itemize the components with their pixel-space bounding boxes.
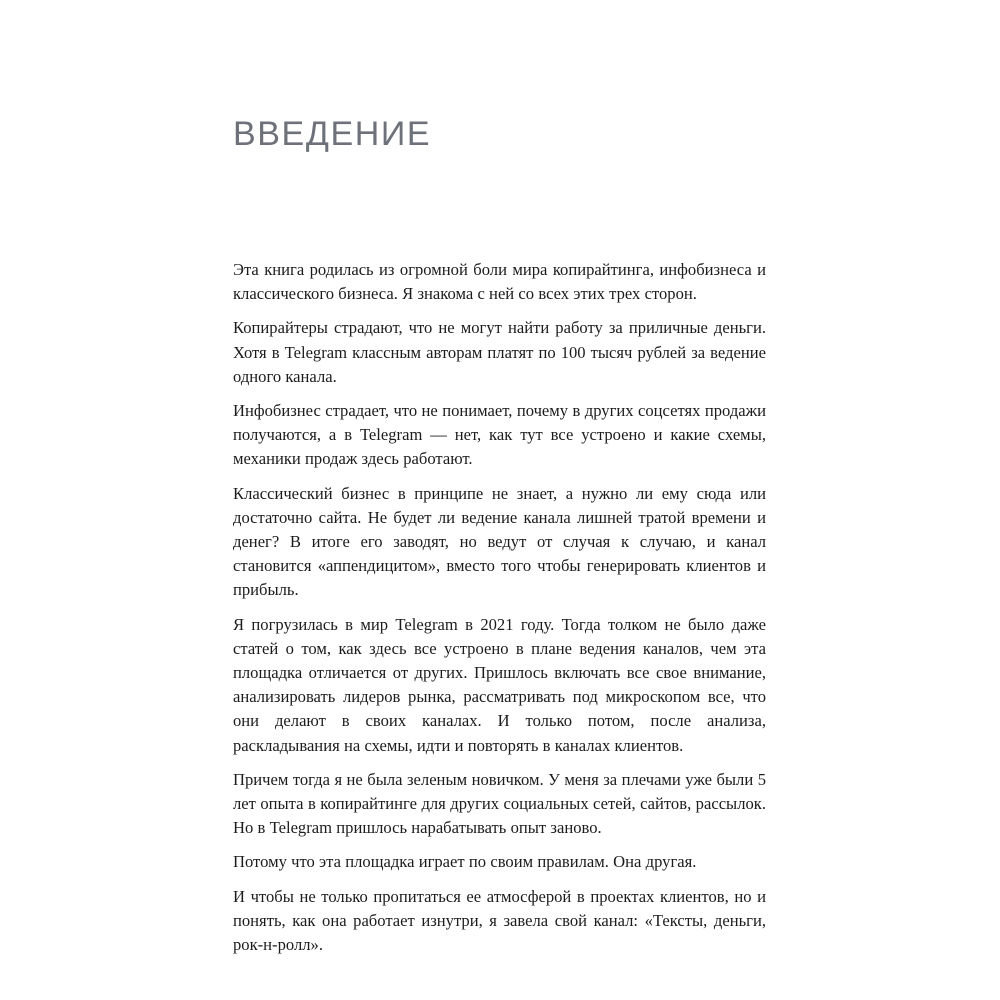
paragraph: Причем тогда я не была зеленым новичком. У меня за плечами уже были 5 лет опыта в копирайтинге для других социальных сетей, сайтов, рассылок. Но в Telegram пришлось нарабатывать опыт заново.: [233, 769, 766, 838]
paragraph: Классический бизнес в принципе не знает, а нужно ли ему сюда или достаточно сайта. Не будет ли ведение канала лишней тратой времени и денег? В итоге его заводят, но ведут от случая к случаю, и канал становится «аппендицитом», вместо того чтобы генерировать клиентов и прибыль.: [233, 483, 766, 600]
paragraph: Я погрузилась в мир Telegram в 2021 году. Тогда толком не было даже статей о том, как здесь все устроено в плане ведения каналов, чем эта площадка отличается от других. Пришлось включать все свое внимание, анализировать лидеров рынка, рассматривать под микроскопом все, что они делают в своих каналах. И только потом, после анализа, раскладывания на схемы, идти и повторять в каналах клиентов.: [233, 614, 766, 755]
body-text-column: [233, 258, 766, 957]
paragraph: Эта книга родилась из огромной боли мира копирайтинга, инфобизнеса и классического бизнеса. Я знакома с ней со всех этих трех сторон.: [233, 260, 766, 304]
paragraph: Копирайтеры страдают, что не могут найти работу за приличные деньги. Хотя в Telegram классным авторам платят по 100 тысяч рублей за ведение одного канала.: [233, 318, 766, 386]
paragraph: Инфобизнес страдает, что не понимает, почему в других соцсетях продажи получаются, а в Telegram — нет, как тут все устроено и какие схемы, механики продаж здесь работают.: [233, 401, 766, 469]
paragraph: Потому что эта площадка играет по своим правилам. Она другая.: [233, 852, 697, 872]
paragraph: И чтобы не только пропитаться ее атмосферой в проектах клиентов, но и понять, как она работает изнутри, я завела свой канал: «Тексты, деньги, рок-н-ролл».: [233, 886, 766, 955]
page-title: ВВЕДЕНИЕ: [233, 114, 432, 153]
